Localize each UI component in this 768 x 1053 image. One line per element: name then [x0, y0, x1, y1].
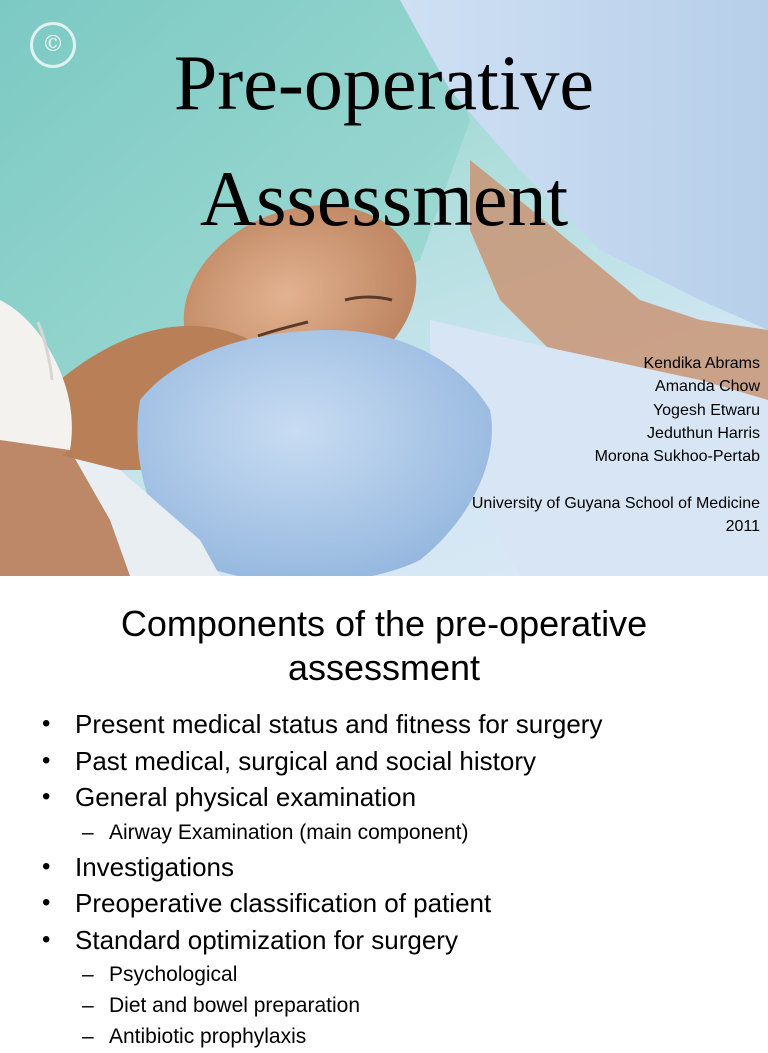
bullet-list: [0, 706, 768, 1053]
list-item-text: Investigations: [75, 851, 234, 882]
list-item-text: Standard optimization for surgery: [75, 924, 458, 955]
sub-list-item: [0, 991, 768, 1020]
list-item: [0, 849, 768, 886]
list-item: [0, 779, 768, 816]
list-item-text: General physical examination: [75, 782, 417, 812]
content-slide: [0, 576, 768, 1048]
bullet-icon: •: [42, 889, 51, 916]
copyright-watermark-icon: ©: [30, 22, 76, 68]
sub-list-item: [0, 818, 768, 847]
institution-name: University of Guyana School of Medicine: [471, 495, 760, 512]
list-item: [0, 922, 768, 959]
dash-icon: –: [82, 994, 94, 1017]
author-name: Morona Sukhoo-Pertab: [594, 448, 760, 466]
sub-list-item: [0, 960, 768, 989]
sub-list-item-text: Diet and bowel preparation: [109, 994, 360, 1017]
list-item-text: Present medical status and fitness for surgery: [75, 709, 603, 739]
dash-icon: –: [82, 820, 94, 844]
sub-list-item: [0, 1022, 768, 1051]
bullet-icon: •: [42, 852, 51, 880]
author-name: Jeduthun Harris: [647, 424, 760, 442]
dash-icon: –: [82, 963, 94, 986]
bullet-icon: •: [42, 925, 51, 953]
slide-heading-line1: Components of the pre-operative: [120, 603, 648, 644]
slide-title-line2: Assessment: [199, 155, 569, 242]
sub-list-item-text: Antibiotic prophylaxis: [109, 1025, 307, 1048]
author-name: Yogesh Etwaru: [652, 401, 760, 419]
slide-heading-line2: assessment: [287, 647, 481, 688]
list-item: [0, 706, 768, 743]
year: 2011: [725, 518, 760, 535]
slide-heading: [0, 602, 768, 690]
list-item: [0, 743, 768, 780]
author-name: Kendika Abrams: [643, 355, 760, 372]
bullet-icon: •: [42, 783, 51, 810]
bullet-icon: •: [42, 710, 51, 737]
list-item: [0, 885, 768, 922]
author-name: Amanda Chow: [655, 378, 760, 396]
sub-list-item-text: Airway Examination (main component): [109, 820, 469, 844]
affiliation-block: [320, 492, 760, 538]
bullet-icon: •: [42, 746, 51, 774]
list-item-text: Preoperative classification of patient: [75, 888, 492, 918]
author-list: [340, 352, 760, 468]
list-item-text: Past medical, surgical and social history: [75, 745, 536, 776]
sub-list-item-text: Psychological: [109, 963, 238, 986]
slide-title-line1: Pre-operative: [173, 39, 595, 126]
dash-icon: –: [82, 1025, 94, 1048]
